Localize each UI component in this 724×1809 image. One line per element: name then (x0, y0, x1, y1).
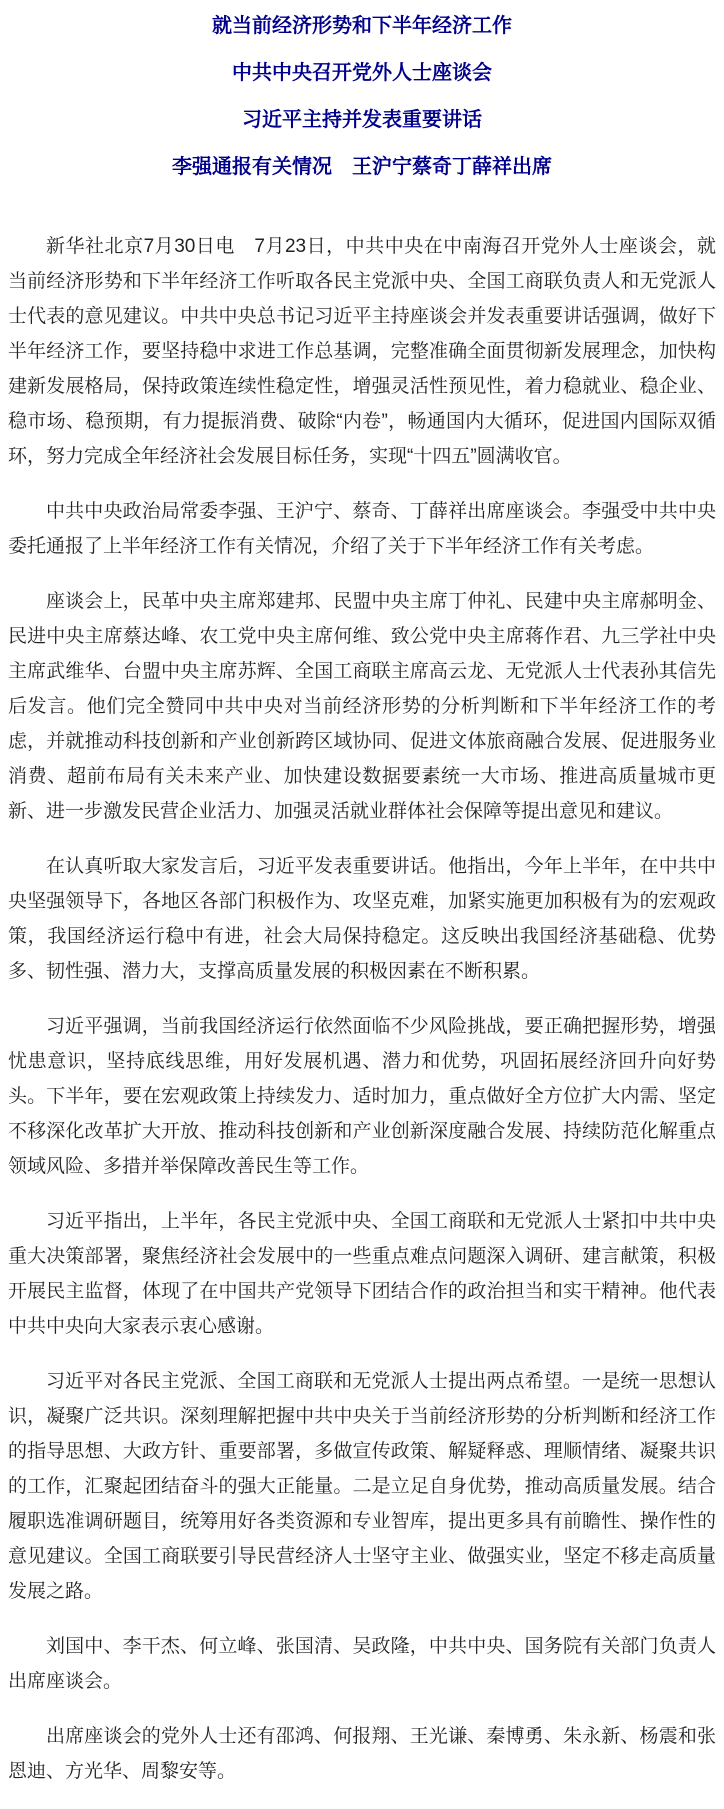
article-paragraph: 中共中央政治局常委李强、王沪宁、蔡奇、丁薛祥出席座谈会。李强受中共中央委托通报了上半年经济工作有关情况，介绍了关于下半年经济工作有关考虑。 (8, 501, 716, 557)
article-paragraph: 在认真听取大家发言后，习近平发表重要讲话。他指出，今年上半年，在中共中央坚强领导下，各地区各部门积极作为、攻坚克难，加紧实施更加积极有为的宏观政策，我国经济运行稳中有进，社会大局保持稳定。这反映出我国经济基础稳、优势多、韧性强、潜力大，支撑高质量发展的积极因素在不断积累。 (8, 856, 716, 982)
headline-sub-attendees: 李强通报有关情况 王沪宁蔡奇丁薛祥出席 (172, 156, 552, 178)
article-paragraph: 习近平对各民主党派、全国工商联和无党派人士提出两点希望。一是统一思想认识，凝聚广泛共识。深刻理解把握中共中央关于当前经济形势的分析判断和经济工作的指导思想、大政方针、重要部署，多做宣传政策、解疑释惑、理顺情绪、凝聚共识的工作，汇聚起团结奋斗的强大正能量。二是立足自身优势，推动高质量发展。结合履职选准调研题目，统筹用好各类资源和专业智库，提出更多具有前瞻性、操作性的意见建议。全国工商联要引导民营经济人士坚守主业、做强实业，坚定不移走高质量发展之路。 (8, 1371, 716, 1602)
article-paragraph: 刘国中、李干杰、何立峰、张国清、吴政隆，中共中央、国务院有关部门负责人出席座谈会。 (8, 1636, 716, 1692)
article-paragraph: 座谈会上，民革中央主席郑建邦、民盟中央主席丁仲礼、民建中央主席郝明金、民进中央主席蔡达峰、农工党中央主席何维、致公党中央主席蒋作君、九三学社中央主席武维华、台盟中央主席苏辉、全国工商联主席高云龙、无党派人士代表孙其信先后发言。他们完全赞同中共中央对当前经济形势的分析判断和下半年经济工作的考虑，并就推动科技创新和产业创新跨区域协同、促进文体旅商融合发展、促进服务业消费、超前布局有关未来产业、加快建设数据要素统一大市场、推进高质量城市更新、进一步激发民营企业活力、加强灵活就业群体社会保障等提出意见和建议。 (8, 591, 716, 822)
headline-sub-speech: 习近平主持并发表重要讲话 (242, 109, 482, 131)
headline-main: 中共中央召开党外人士座谈会 (232, 62, 492, 84)
article-body (8, 229, 716, 1789)
article-paragraph-last: 出席座谈会的党外人士还有邵鸿、何报翔、王光谦、秦博勇、朱永新、杨震和张恩迪、方光华、周黎安等。 (8, 1726, 716, 1782)
article-paragraph: 习近平强调，当前我国经济运行依然面临不少风险挑战，要正确把握形势，增强忧患意识，坚持底线思维，用好发展机遇、潜力和优势，巩固拓展经济回升向好势头。下半年，要在宏观政策上持续发力、适时加力，重点做好全方位扩大内需、坚定不移深化改革扩大开放、推动科技创新和产业创新深度融合发展、持续防范化解重点领域风险、多措并举保障改善民生等工作。 (8, 1016, 716, 1177)
article-paragraph-lead: 新华社北京7月30日电 7月23日，中共中央在中南海召开党外人士座谈会，就当前经济形势和下半年经济工作听取各民主党派中央、全国工商联负责人和无党派人士代表的意见建议。中共中央总书记习近平主持座谈会并发表重要讲话强调，做好下半年经济工作，要坚持稳中求进工作总基调，完整准确全面贯彻新发展理念，加快构建新发展格局，保持政策连续性稳定性，增强灵活性预见性，着力稳就业、稳企业、稳市场、稳预期，有力提振消费、破除“内卷”，畅通国内大循环，促进国内国际双循环，努力完成全年经济社会发展目标任务，实现“十四五”圆满收官。 (8, 236, 716, 467)
headline-topic: 就当前经济形势和下半年经济工作 (212, 15, 512, 37)
article-paragraph: 习近平指出，上半年，各民主党派中央、全国工商联和无党派人士紧扣中共中央重大决策部署，聚焦经济社会发展中的一些重点难点问题深入调研、建言献策，积极开展民主监督，体现了在中国共产党领导下团结合作的政治担当和实干精神。他代表中共中央向大家表示衷心感谢。 (8, 1211, 716, 1337)
article-headline-block (8, 12, 716, 181)
